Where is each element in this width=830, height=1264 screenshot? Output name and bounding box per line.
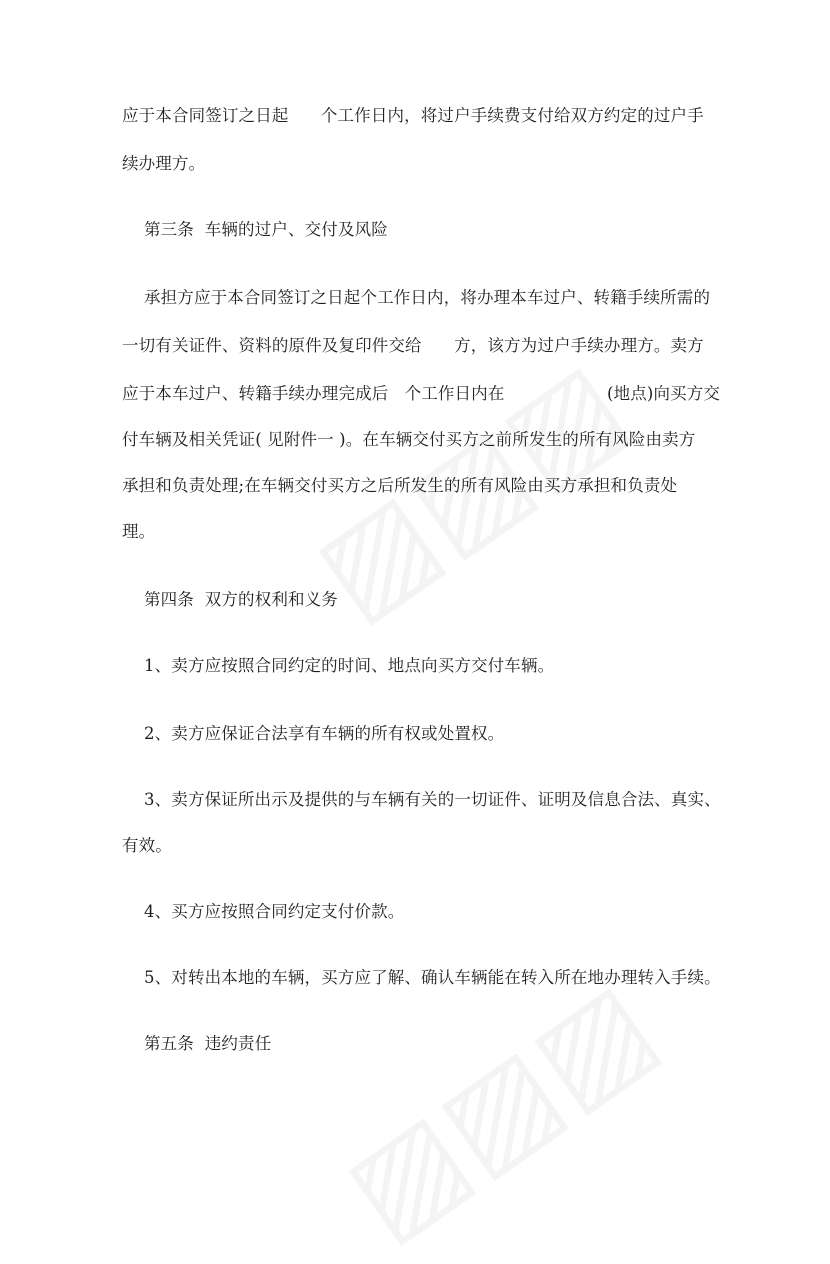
paragraph-line: 承担方应于本合同签订之日起个工作日内，将办理本车过户、转籍手续所需的 (144, 288, 711, 307)
paragraph-line: 付车辆及相关凭证( 见附件一 )。在车辆交付买方之前所发生的所有风险由卖方 (122, 430, 696, 449)
section-heading: 第五条 违约责任 (144, 1034, 272, 1053)
section-heading: 第四条 双方的权利和义务 (144, 590, 338, 609)
paragraph-line: 理。 (122, 522, 156, 541)
paragraph-line: 应于本合同签订之日起 个工作日内，将过户手续费支付给双方约定的过户手 (122, 106, 704, 125)
paragraph-line: 承担和负责处理;在车辆交付买方之后所发生的所有风险由买方承担和负责处 (122, 476, 678, 495)
list-item: 4、买方应按照合同约定支付价款。 (144, 902, 405, 921)
list-item: 1、卖方应按照合同约定的时间、地点向买方交付车辆。 (144, 656, 555, 675)
paragraph-line: 一切有关证件、资料的原件及复印件交给 方，该方为过户手续办理方。卖方 (122, 336, 704, 355)
list-item: 3、卖方保证所出示及提供的与车辆有关的一切证件、证明及信息合法、真实、 (144, 790, 721, 809)
list-item-continuation: 有效。 (122, 836, 172, 855)
list-item: 5、对转出本地的车辆，买方应了解、确认车辆能在转入所在地办理转入手续。 (144, 968, 721, 987)
list-item: 2、卖方应保证合法享有车辆的所有权或处置权。 (144, 724, 505, 743)
paragraph-line: 应于本车过户、转籍手续办理完成后 个工作日内在 (地点)向买方交 (122, 384, 721, 403)
paragraph-line: 续办理方。 (122, 154, 206, 173)
watermark (321, 955, 679, 1264)
section-heading: 第三条 车辆的过户、交付及风险 (144, 220, 388, 239)
